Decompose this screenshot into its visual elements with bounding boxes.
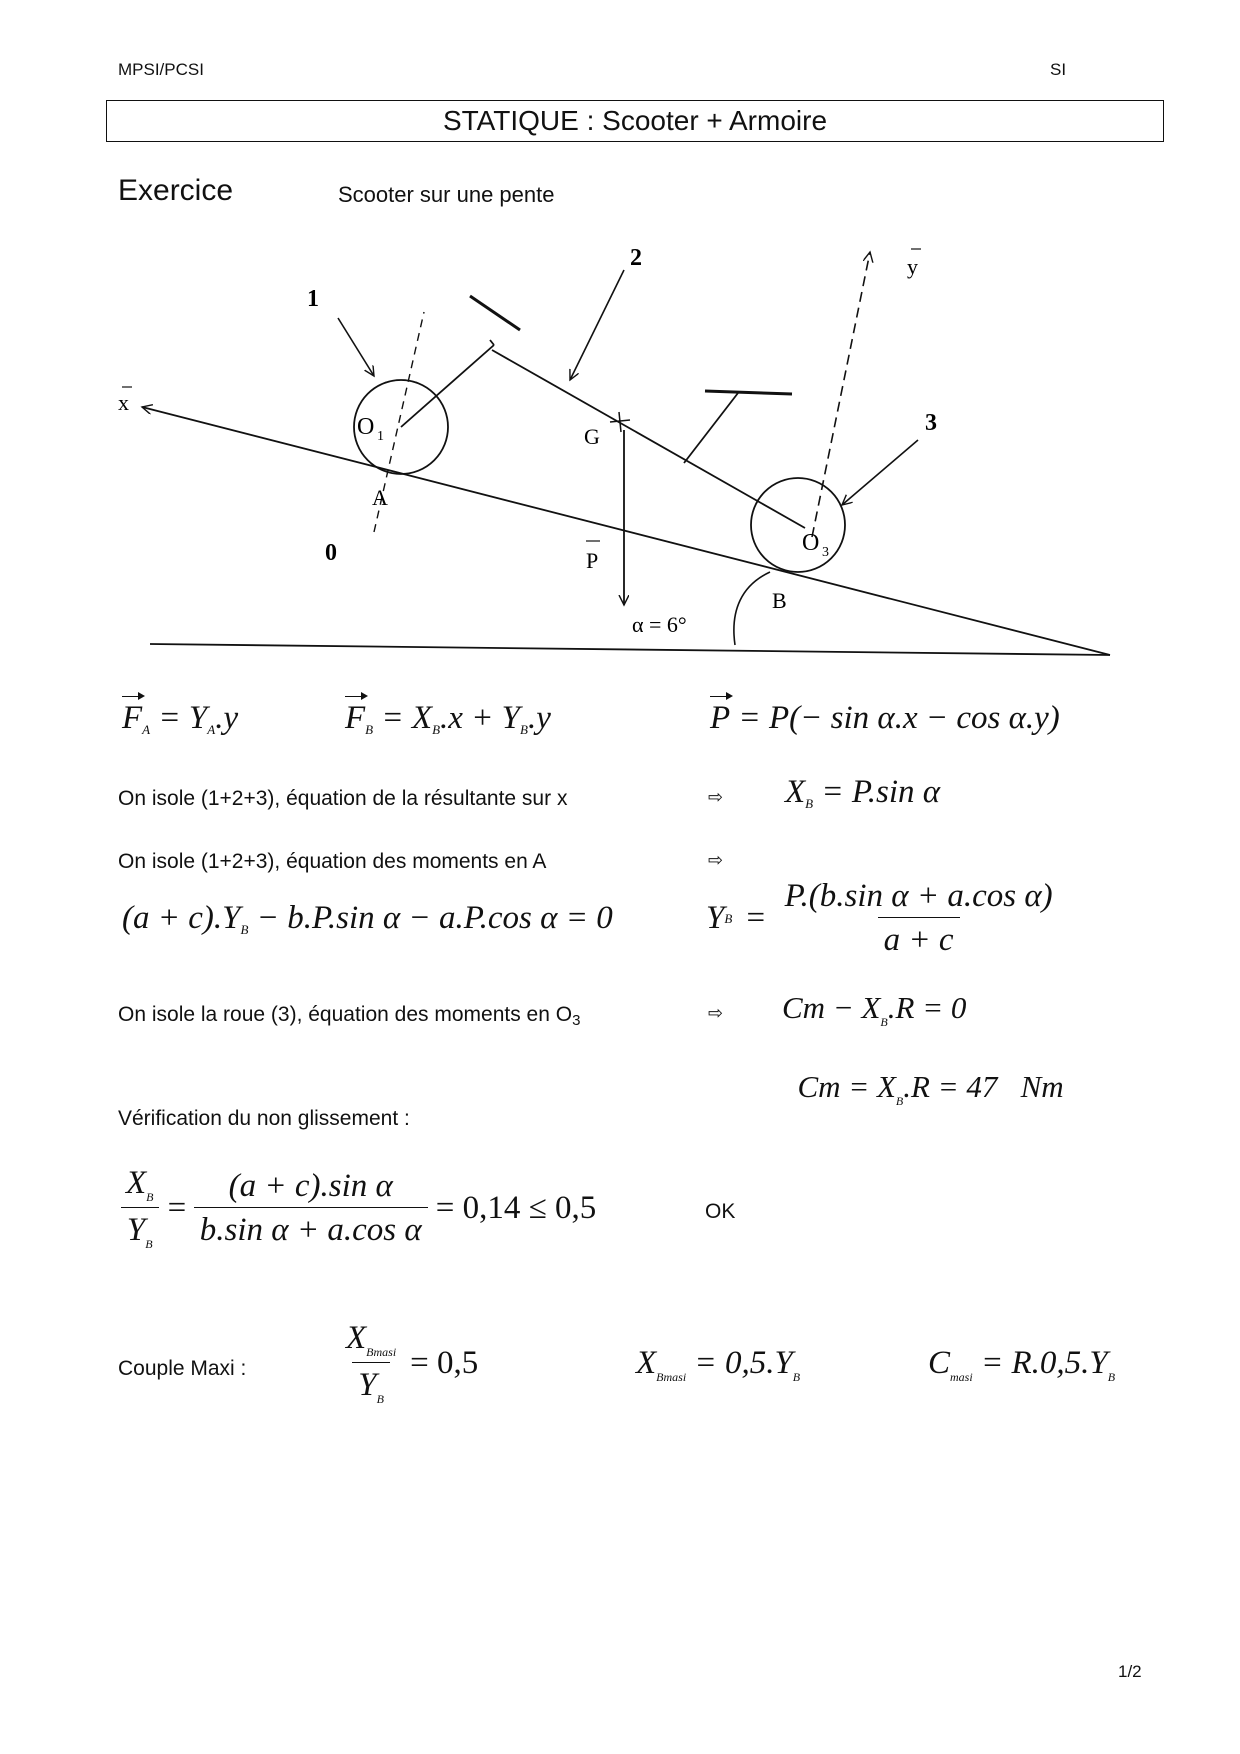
O3-label: O xyxy=(802,530,820,556)
ground-label: 0 xyxy=(325,540,337,566)
step2-moment-equation: (a + c).YB − b.P.sin α − a.P.cos α = 0 xyxy=(122,900,613,937)
implies-arrow-icon: ⇨ xyxy=(708,787,724,808)
part-2-label: 2 xyxy=(630,245,642,271)
exercise-subtitle: Scooter sur une pente xyxy=(338,182,555,207)
couple-ratio-equation: $\frac{X_{Bmasi}}{Y_B}$ = 0,5 xyxy=(346,1320,479,1406)
part-3-label: 3 xyxy=(925,410,937,436)
pointer-3 xyxy=(842,440,918,505)
angle-arc xyxy=(734,572,770,645)
handlebar xyxy=(470,296,520,330)
equation-FB: FB = XB.x + YB.y xyxy=(345,700,551,737)
slope-line xyxy=(142,407,1110,655)
y-axis xyxy=(812,252,870,537)
exercise-label: Exercice xyxy=(118,174,234,207)
step3-line1: $Cm - X_B.R = 0$ xyxy=(782,990,967,1029)
seat xyxy=(705,391,792,394)
G-label: G xyxy=(584,424,600,449)
A-label: A xyxy=(372,485,388,510)
step3-line2: $Cm = X_B.R = 47$ Nm xyxy=(797,1069,1064,1108)
part-1-label: 1 xyxy=(307,286,319,312)
O3-subscript: 3 xyxy=(822,545,829,560)
equation-FA: FA = YA.y xyxy=(122,700,239,737)
header-right: SI xyxy=(1050,60,1067,79)
angle-label: α = 6° xyxy=(632,612,687,637)
implies-arrow-icon: ⇨ xyxy=(708,850,724,871)
step2-text: On isole (1+2+3), équation des moments en A xyxy=(118,850,547,873)
header-left: MPSI/PCSI xyxy=(118,60,204,79)
x-axis-label: x xyxy=(118,390,129,415)
pointer-2 xyxy=(570,270,624,380)
step3-text: On isole la roue (3), équation des moments en $O_3$ xyxy=(118,1003,581,1029)
pointer-1 xyxy=(338,318,374,376)
scooter-diagram xyxy=(0,0,1240,700)
couple-label: Couple Maxi : xyxy=(118,1357,247,1380)
O1-subscript: 1 xyxy=(377,429,384,444)
ok-label: OK xyxy=(705,1200,736,1223)
ground-line xyxy=(150,644,1110,655)
cmax-equation: $C_{masi} = R.0,5.Y_B$ xyxy=(928,1345,1116,1384)
B-label: B xyxy=(772,588,787,613)
equation-P: P = P(− sin α.x − cos α.y) xyxy=(710,700,1060,736)
implies-arrow-icon: ⇨ xyxy=(708,1003,724,1024)
steering-column xyxy=(401,345,494,427)
seat-post xyxy=(684,393,738,463)
step1-text: On isole (1+2+3), équation de la résultante sur x xyxy=(118,787,568,810)
page-number: 1/2 xyxy=(1118,1662,1142,1681)
xbmax-equation: $X_{Bmasi} = 0,5.Y_B$ xyxy=(636,1345,801,1384)
step1-result: XB = P.sin α xyxy=(785,774,941,811)
verification-equation: $\frac{X_B}{Y_B}$ = $\frac{\text{(a + c).sin α}}{\text{b.sin α + a.cos α}}$ = 0,14 ≤ 0,5 xyxy=(120,1165,596,1252)
scooter-deck xyxy=(492,350,805,528)
O1-label: O xyxy=(357,414,375,440)
step2-result: Y B = $\frac{\text{P.(b.sin α + a.cos α)}}{a + c}$ xyxy=(706,878,1053,958)
P-label: P xyxy=(586,548,599,573)
verification-title: Vérification du non glissement : xyxy=(118,1107,410,1130)
page-title: STATIQUE : Scooter + Armoire xyxy=(442,105,828,136)
y-axis-label: y xyxy=(907,254,918,279)
